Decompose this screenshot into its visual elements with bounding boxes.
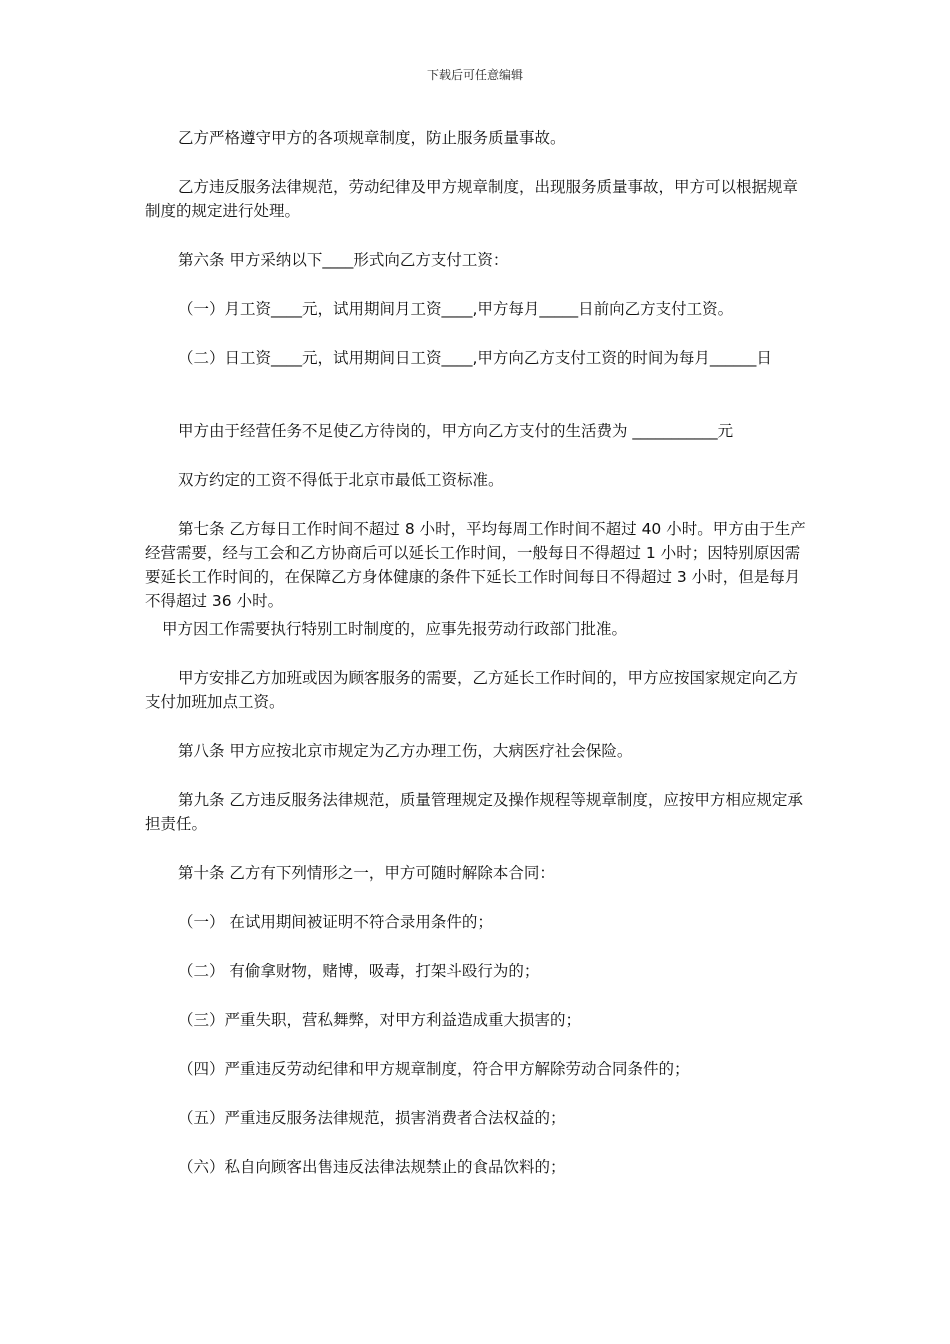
clause-10-paragraph: 第十条 乙方有下列情形之一，甲方可随时解除本合同： [178,864,555,882]
page-header-note: 下载后可任意编辑 [426,68,523,82]
clause-7-paragraph: 第七条 乙方每日工作时间不超过 8 小时，平均每周工作时间不超过 40 小时。甲方由于生产经营需要，经与工会和乙方协商后可以延长工作时间，一般每日不得超过 1 小时；因特别原因需要延长工作时间的，在保障乙方身体健康的条件下延长工作时间每日不得超过 3 小时，但是每月不得超过 36 小时。 [145,520,806,610]
list-item: （四）严重违反劳动纪律和甲方规章制度，符合甲方解除劳动合同条件的； [178,1060,690,1078]
paragraph: 双方约定的工资不得低于北京市最低工资标准。 [178,471,504,489]
clause-9-paragraph: 第九条 乙方违反服务法律规范，质量管理规定及操作规程等规章制度，应按甲方相应规定承担责任。 [145,791,803,833]
list-item: （一）月工资____元，试用期间月工资____,甲方每月_____日前向乙方支付工资。 [178,300,734,318]
list-item: （六）私自向顾客出售违反法律法规禁止的食品饮料的； [178,1158,566,1176]
clause-6-paragraph: 第六条 甲方采纳以下____形式向乙方支付工资： [178,251,509,269]
clause-8-paragraph: 第八条 甲方应按北京市规定为乙方办理工伤，大病医疗社会保险。 [178,742,633,760]
list-item: （三）严重失职，营私舞弊，对甲方利益造成重大损害的； [178,1011,582,1029]
list-item: （五）严重违反服务法律规范，损害消费者合法权益的； [178,1109,566,1127]
paragraph: 甲方由于经营任务不足使乙方待岗的，甲方向乙方支付的生活费为 ___________元 [178,422,734,440]
paragraph: 甲方因工作需要执行特别工时制度的，应事先报劳动行政部门批准。 [162,620,628,638]
list-item: （一） 在试用期间被证明不符合录用条件的； [178,913,493,931]
paragraph: 甲方安排乙方加班或因为顾客服务的需要，乙方延长工作时间的，甲方应按国家规定向乙方支付加班加点工资。 [145,669,799,711]
list-item: （二） 有偷拿财物，赌博，吸毒，打架斗殴行为的； [178,962,540,980]
paragraph: 乙方违反服务法律规范，劳动纪律及甲方规章制度，出现服务质量事故，甲方可以根据规章制度的规定进行处理。 [145,178,799,220]
paragraph: 乙方严格遵守甲方的各项规章制度，防止服务质量事故。 [178,129,566,147]
list-item: （二）日工资____元，试用期间日工资____,甲方向乙方支付工资的时间为每月______日 [178,349,772,367]
